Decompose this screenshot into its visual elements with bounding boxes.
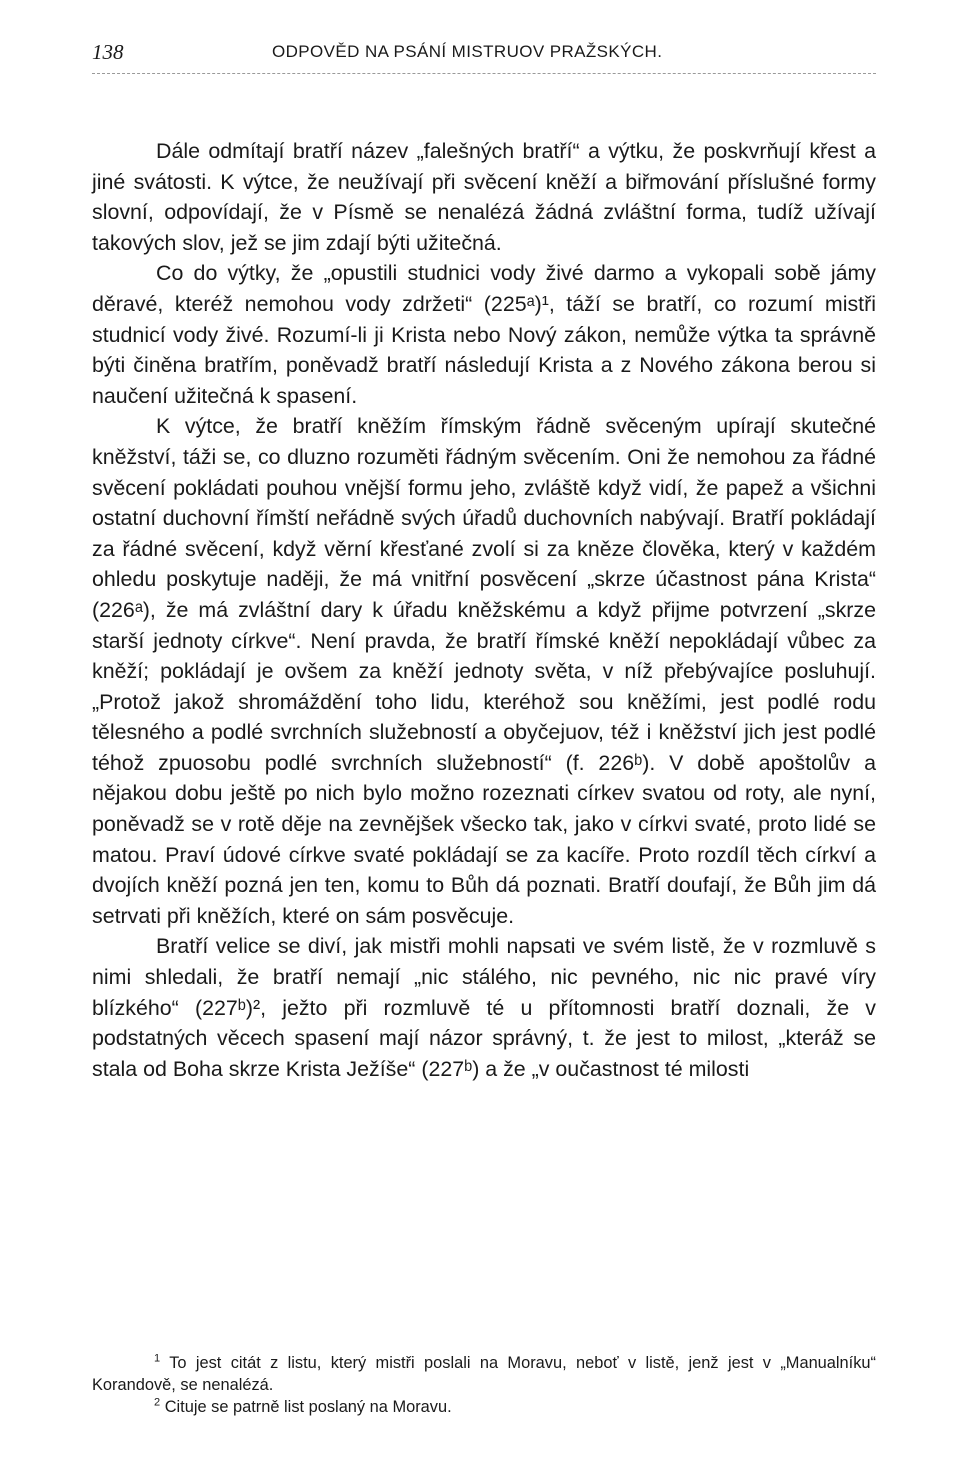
footnote-text: To jest citát z listu, který mistři poslali na Moravu, neboť v listě, jenž jest v „Manualníku“ Korandově, se nenalézá. [92, 1354, 876, 1394]
running-title: ODPOVĚD NA PSÁNÍ MISTRUOV PRAŽSKÝCH. [272, 42, 663, 61]
footnote-mark: 2 [154, 1396, 161, 1409]
page-number: 138 [92, 40, 124, 64]
running-header [92, 40, 876, 74]
footnote [92, 1352, 876, 1396]
body-text [92, 136, 876, 1084]
header-rule [92, 73, 876, 74]
paragraph: Co do výtky, že „opustili studnici vody živé darmo a vykopali sobě jámy děravé, kteréž nemohou vody zdržeti“ (225ᵃ)¹, táží se bratří, co rozumí mistři studnicí vody živé. Rozumí-li ji Krista nebo Nový zákon, nemůže výtka ta správně býti činěna bratřím, poněvadž bratří následují Krista a z Nového zákona berou si naučení užitečná k spasení. [92, 261, 876, 408]
footnote-mark: 1 [154, 1352, 161, 1365]
paragraph: Dále odmítají bratří název „falešných bratří“ a výtku, že poskvrňují křest a jiné svátosti. K výtce, že neužívají při svěcení kněží a biřmování příslušné formy slovní, odpovídají, že v Písmě se nenalézá žádná zvláštní forma, tudíž užívají takových slov, jež se jim zdají býti užitečná. [92, 139, 876, 255]
paragraph: Bratří velice se diví, jak mistři mohli napsati ve svém listě, že v rozmluvě s nimi shledali, že bratří nemají „nic stálého, nic pevného, nic nic pravé víry blízkého“ (227ᵇ)², ježto při rozmluvě té u přítomnosti bratří doznali, že v podstatných věcech spasení mají názor správný, t. že jest to milost, „kteráž se stala od Boha skrze Krista Ježíše“ (227ᵇ) a že „v oučastnost té milosti [92, 934, 876, 1081]
paragraph: K výtce, že bratří kněžím římským řádně svěceným upírají skutečné kněžství, táži se, co dluzno rozuměti řádným svěcením. Oni že nemohou za řádné svěcení pokládati pouhou vnější formu jeho, zvláště když vidí, že papež a všichni ostatní duchovní římští neřádně svých úřadů duchovních nabývají. Bratří pokládají za řádné svěcení, když věrní křesťané zvolí si za kněze člověka, který v každém ohledu poskytuje naději, že má vnitřní posvěcení „skrze účastnost pána Krista“ (226ᵃ), že má zvláštní dary k úřadu kněžskému a když přijme potvrzení „skrze starší jednoty církve“. Není pravda, že bratří římské kněží nepokládají vůbec za kněží; pokládají je ovšem za kněží jednoty světa, v níž přebývajíce posluhují. „Protož jakož shromáždění toho lidu, kteréhož sou kněžími, jest podlé rodu tělesného a podlé svrchních služebností a obyčejuov, též i kněžství jich jest podlé téhož zpuosobu podlé svrchních služebností“ (f. 226ᵇ). V době apoštolův a nějakou dobu ještě po nich bylo možno rozeznati církev svatou od roty, ale nyní, poněvadž se v rotě děje na zevnějšek všecko tak, jako v církvi svaté, proto lidé se matou. Praví údové církve svaté pokládají se za kacíře. Proto rozdíl těch církví a dvojích kněží pozná jen ten, komu to Bůh dá poznati. Bratří doufají, že Bůh jim dá setrvati při kněžích, které on sám posvěcuje. [92, 414, 876, 928]
footnotes [92, 1352, 876, 1418]
footnote-text: Cituje se patrně list poslaný na Moravu. [164, 1398, 452, 1416]
footnote [92, 1396, 876, 1418]
